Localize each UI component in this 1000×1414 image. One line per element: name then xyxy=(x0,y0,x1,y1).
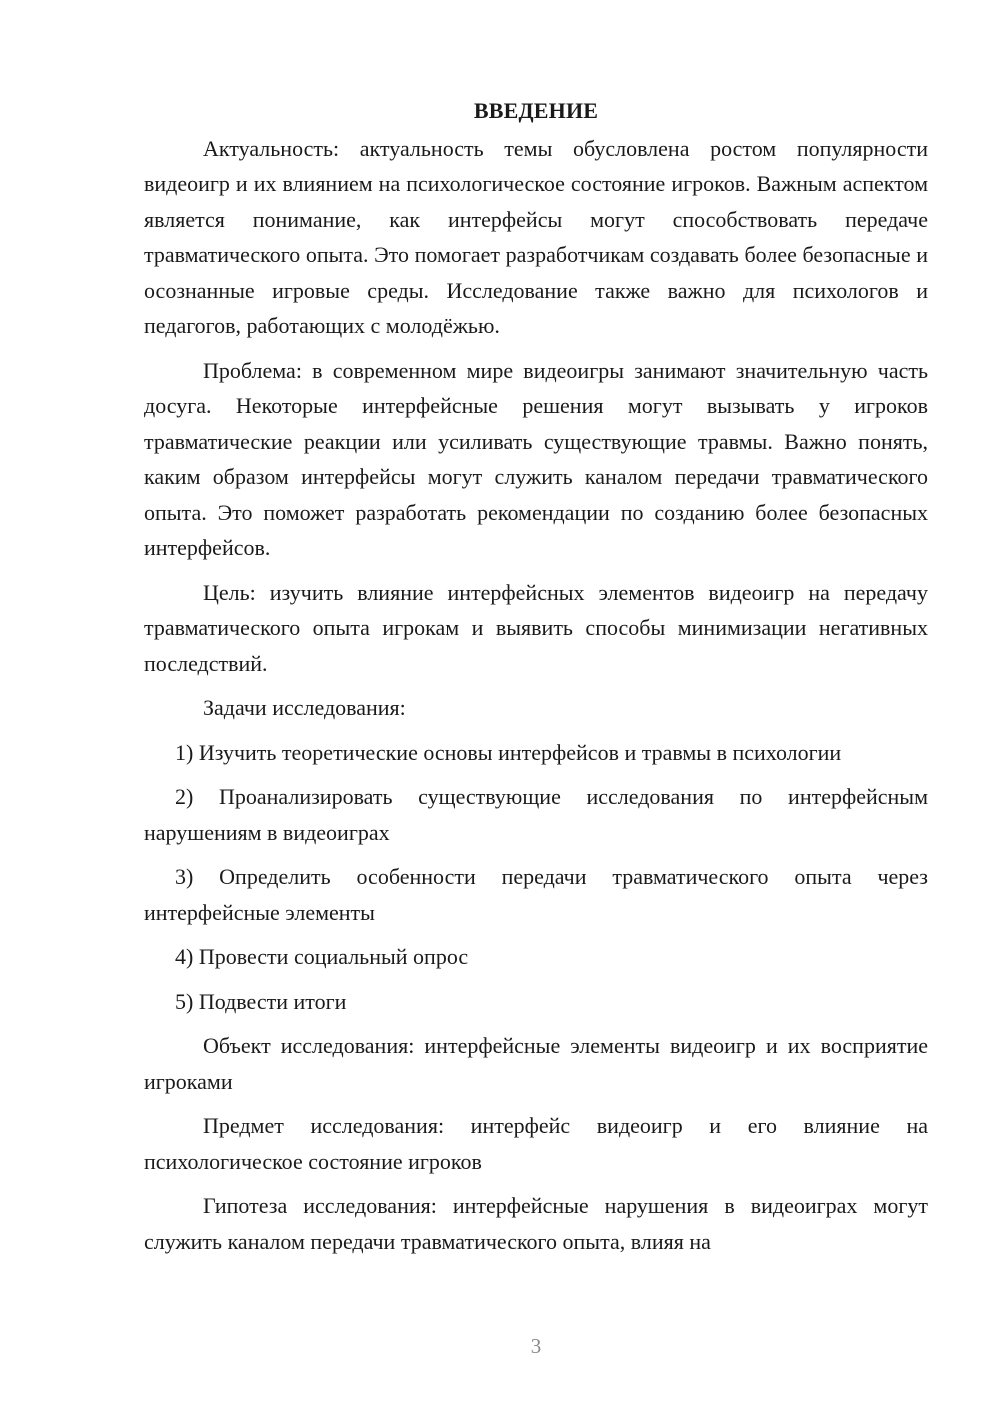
task-item-2: 2) Проанализировать существующие исследования по интерфейсным нарушениям в видеоиграх xyxy=(144,784,928,845)
page-title: ВВЕДЕНИЕ xyxy=(473,98,599,123)
task-item-1: 1) Изучить теоретические основы интерфейсов и травмы в психологии xyxy=(175,739,842,765)
hypothesis-paragraph: Гипотеза исследования: интерфейсные нарушения в видеоиграх могут служить каналом передачи травматического опыта, влияя на xyxy=(144,1193,928,1254)
subject-paragraph: Предмет исследования: интерфейс видеоигр и его влияние на психологическое состояние игроков xyxy=(144,1113,928,1174)
problem-paragraph: Проблема: в современном мире видеоигры занимают значительную часть досуга. Некоторые интерфейсные решения могут вызывать у игроков травматические реакции или усиливать существующие травмы. Важно понять, каким образом интерфейсы могут служить каналом передачи травматического опыта. Это поможет разработать рекомендации по созданию более безопасных интерфейсов. xyxy=(144,357,928,560)
tasks-heading: Задачи исследования: xyxy=(203,695,406,720)
task-item-3: 3) Определить особенности передачи травматического опыта через интерфейсные элементы xyxy=(144,864,928,925)
relevance-paragraph: Актуальность: актуальность темы обусловлена ростом популярности видеоигр и их влиянием на психологическое состояние игроков. Важным аспектом является понимание, как интерфейсы могут способствовать передаче травматического опыта. Это помогает разработчикам создавать более безопасные и осознанные игровые среды. Исследование также важно для психологов и педагогов, работающих с молодёжью. xyxy=(144,135,928,338)
task-item-5: 5) Подвести итоги xyxy=(175,988,347,1014)
page-content xyxy=(144,93,928,1262)
goal-paragraph: Цель: изучить влияние интерфейсных элементов видеоигр на передачу травматического опыта игрокам и выявить способы минимизации негативных последствий. xyxy=(144,579,928,676)
page-number: 3 xyxy=(530,1334,542,1358)
task-item-4: 4) Провести социальный опрос xyxy=(175,944,469,969)
object-paragraph: Объект исследования: интерфейсные элементы видеоигр и их восприятие игроками xyxy=(144,1033,928,1094)
